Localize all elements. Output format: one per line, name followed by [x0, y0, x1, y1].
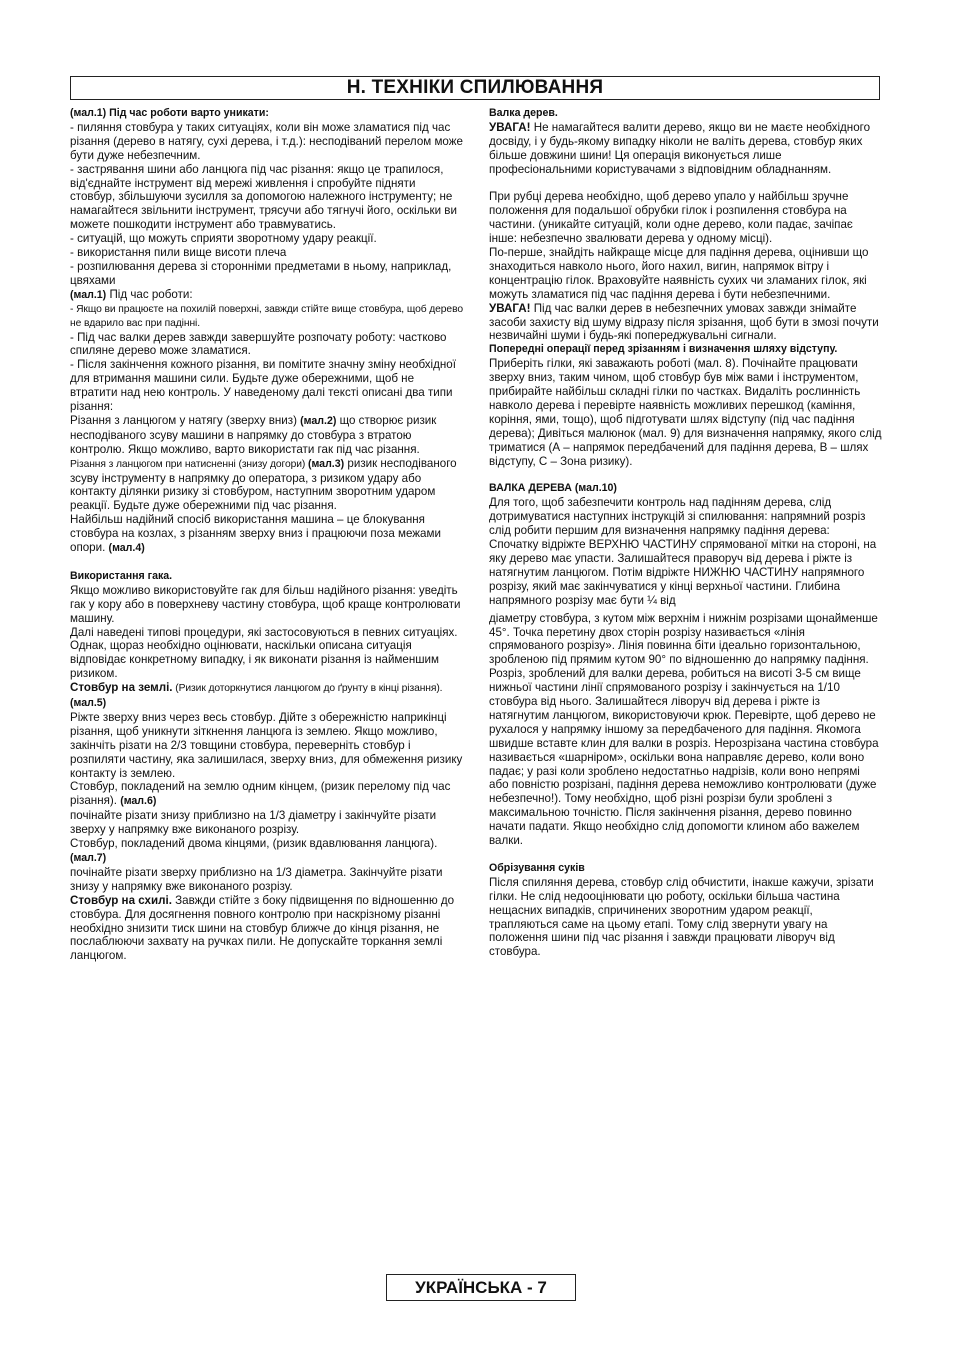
- paragraph: [489, 121, 882, 177]
- text-run: (Ризик доторкнутися ланцюгом до ґрунту в кінці різання).: [172, 683, 443, 695]
- text-run: Стовбур, покладений двома кінцями, (ризик вдавлювання ланцюга).: [70, 837, 438, 851]
- text-run: Не намагайтеся валити дерево, якщо ви не маєте необхідного досвіду, і у будь-якому випадку ніколи не валіть дерева, стовбур яких більше довжини шини! Ця операція виконується лише професіональними користувачами з відповідним обладнанням.: [489, 120, 871, 176]
- paragraph: [70, 681, 463, 711]
- paragraph: Ріжте зверху вниз через весь стовбур. Дійте з обережністю наприкінці різання, щоб уникнути зіткнення ланцюга із землею. Якщо можливо, закінчіть різати на 2/3 товщини стовбура, переверніть стовбур і розпиляти частину, яка залишилася, зверху вниз, для обмеження ризику контакту із землею.: [70, 710, 463, 780]
- figure-ref: (мал.5): [70, 697, 107, 710]
- figure-ref: (мал.7): [70, 852, 107, 865]
- paragraph: діаметру стовбура, з кутом між верхнім і нижнім розрізами щонайменше 45°. Точка перетину двох сторін розрізу називається «лінія спрямованого розрізу». Лінія повинна біти ідеально горизонтальною, зробленою під прямим кутом 90° по відношенню до напрямку падіння.: [489, 611, 878, 667]
- figure-ref: (мал.3): [307, 457, 345, 470]
- paragraph: Після спиляння дерева, стовбур слід обчистити, інакше кажучи, зрізати гілки. Не слід недооцінювати цю роботу, оскільки більша частина нещасних випадків, спричинених зворотним ударом реакції, трапляються саме на цьому етапі. Тому слід звернути увагу на положення шини під час різання і завжди працювати ліворуч від стовбура.: [489, 875, 874, 959]
- text-run: Різання з ланцюгом у натягу (зверху вниз): [70, 413, 301, 427]
- figure-ref: (мал.1): [70, 288, 107, 301]
- paragraph: [70, 513, 463, 556]
- paragraph: Для того, щоб забезпечити контроль над падінням дерева, слід дотримуватися наступних інструкцій зі спилювання: напрямний розріз слід робити першим для визначення напрямку падіння дерева: Спочатку відріжте ВЕРХНЮ ЧАСТИНУ спрямованої мітки на стороні, на яку дерево має упасти. Залишайтеся праворуч від дерева і ріжте із натягнутим ланцюгом. Потім відріжте НИЖНЮ ЧАСТИНУ напрямного розрізу, який має закінчуватися у кінці верхньої частини. Глибина напрямного розрізу має бути ¼ від: [489, 496, 877, 607]
- figure-ref: (мал.2): [300, 414, 337, 427]
- text-run: Під час валки дерев в небезпечних умовах завжди знімайте засоби захисту від шуму відразу після зрізання, щоб бути в змозі почути незвичайні шуми і будь-які попереджувальні сигнали.: [489, 301, 879, 343]
- subheading: (мал.1) Під час роботи варто уникати:: [70, 107, 269, 119]
- subheading: Попередні операції перед зрізанням і визначення шляху відступу.: [489, 343, 838, 356]
- subheading: Обрізування суків: [489, 861, 585, 874]
- paragraph: При рубці дерева необхідно, щоб дерево упало у найбільш зручне положення для подальшої обрубки гілок і розпилення стовбура на частини. (уникайте ситуацій, коли одне дерево, коли падає, зачіпає інше: небезпечно звалювати дерева у одному місці).: [489, 190, 853, 246]
- paragraph: - розпилювання дерева зі сторонніми предметами в ньому, наприклад, цвяхами: [70, 259, 452, 287]
- paragraph: [70, 837, 463, 866]
- figure-ref: (мал.6): [120, 795, 157, 808]
- paragraph: - використання пили вище висоти плеча: [70, 246, 287, 260]
- paragraph: - застрявання шини або ланцюга під час різання: якщо це трапилося, від'єднайте інструмент від мережі живлення і спробуйте підняти стовбур, збільшуючи зусилля за допомогою належного інструменту; не намагайтеся звільнити інструмент, трясучи або тягнучі його, оскільки ви можете пошкодити інструмент або травмуватись.: [70, 162, 457, 232]
- text-run: Завжди стійте з боку підвищення по відношенню до стовбура. Для досягнення повного контролю при наскрізному різанні необхідно знизити тиск шини на стовбур ближче до кінця різання, не послаблюючи захвату на ручках пили. Не допускайте торкання землі ланцюгом.: [70, 893, 455, 963]
- subheading: ВАЛКА ДЕРЕВА (мал.10): [489, 482, 617, 495]
- subheading: Валка дерев.: [489, 107, 558, 119]
- paragraph: [70, 414, 463, 457]
- paragraph: Далі наведені типові процедури, які застосовуються в певних ситуаціях. Однак, щораз необхідно оцінювати, наскільки описана ситуація відповідає конкретному випадку, і як виконати різання із найменшим ризиком.: [70, 625, 458, 681]
- section-title: Н. ТЕХНІКИ СПИЛЮВАННЯ: [70, 76, 880, 100]
- text-run: Найбільш надійний спосіб використання машина – це блокування стовбура на козлах, з різанням зверху вниз і працюючи поза межами опори.: [70, 513, 441, 555]
- subheading: Використання гака.: [70, 569, 173, 582]
- paragraph: - Після закінчення кожного різання, ви помітите значну зміну необхідної для втримання машини сили. Будьте дуже обережними, щоб не втратити над нею контроль. У наведеному далі тексті описані два типи різання:: [70, 358, 456, 414]
- page-footer-label: УКРАЇНСЬКА - 7: [386, 1274, 576, 1301]
- text-run: Під час роботи:: [106, 287, 193, 301]
- paragraph: почінайте різати зверху приблизно на 1/3 діаметра. Закінчуйте різати знизу у напрямку вже виконаного розрізу.: [70, 865, 443, 893]
- paragraph: [70, 288, 463, 303]
- paragraph: Приберіть гілки, які заважають роботі (мал. 8). Почінайте працювати зверху вниз, таким чином, щоб стовбур був між вами і інструментом, прибирайте найбільш складні гілки по частках. Видаліть рослинність навколо дерева і перевірте наявність можливих перешкод (каміння, коріння, ями, тощо), щоб підготувати шлях відступу (під час падіння дерева); Дивіться малюнок (мал. 9) для визначення напрямку, якого слід триматися (А – напрямок передбачений для падіння дерева, В – шлях відступу, С – Зона ризику).: [489, 357, 882, 468]
- paragraph: Розріз, зроблений для валки дерева, робиться на висоті 3-5 см вище нижньої частини лінії спрямованого розрізу і закінчується на 1/10 стовбура від нього. Залишайтеся ліворуч від дерева і ріжте із натягнутим ланцюгом, використовуючи крюк. Перевірте, щоб дерево не рухалося у напрямку іншому за передбаченого для падіння. Якомога швидше вставте клин для валки в розріз. Нерозрізана частина стовбура називається «шарніром», оскільки вона направляє дерево, коли воно падає; у разі коли зроблено недостатньо надрізів, коли воно непрямі або повністю розрізані, падіння дерева неможливо контролювати (дуже небезпечно!). Тому необхідно, щоб різні розрізи були зроблені з максимальною точністю. Після закінчення різання, дерево повинно начати падати. Якщо необхідно слід допомогти клином або важелем валки.: [489, 667, 879, 848]
- warning-label: УВАГА!: [489, 301, 531, 315]
- spacer: [489, 469, 882, 483]
- paragraph: [70, 457, 463, 514]
- right-column: [489, 107, 882, 959]
- text-run: Стовбур, покладений на землю одним кінцем, (ризик перелому під час різання).: [70, 780, 451, 808]
- paragraph: - Якщо ви працюєте на похилій поверхні, завжди стійте вище стовбура, щоб дерево не вдарило вас при падінні.: [70, 303, 463, 329]
- text-run: Різання з ланцюгом при натисненні (знизу догори): [70, 458, 308, 470]
- paragraph: - пиляння стовбура у таких ситуаціях, коли він може зламатися під час різання (дерево в натягу, сухі дерева, і т.д.): несподіваний перелом може бути дуже небезпечним.: [70, 120, 463, 162]
- paragraph: [489, 302, 882, 344]
- paragraph: почінайте різати знизу приблизно на 1/3 діаметру і закінчуйте різати зверху у напрямку вже виконаного розрізу.: [70, 809, 437, 837]
- paragraph: Якщо можливо використовуйте гак для більш надійного різання: уведіть гак у кору або в поверхневу частину стовбура, щоб краще контролювати машину.: [70, 583, 461, 625]
- figure-ref: (мал.4): [108, 542, 145, 555]
- spacer: [489, 177, 882, 191]
- text-run: що створює ризик несподіваного зсуву машини в напрямку до стовбура з втратою контролю. Якщо можливо, варто використати гак під час різання.: [70, 413, 437, 456]
- paragraph: [70, 780, 463, 809]
- paragraph: [70, 894, 463, 964]
- paragraph: По-перше, знайдіть найкраще місце для падіння дерева, оцінивши що знаходиться навколо нього, його нахил, вигин, напрямок вітру і концентрацію гілок. Враховуйте наявність сухих чи зламаних гілок, які можуть зламатися під час падіння дерева і бути небезпечними.: [489, 246, 869, 301]
- paragraph: - Під час валки дерев завжди завершуйте розпочату роботу: частково спиляне дерево може зламатися.: [70, 330, 447, 358]
- spacer: [70, 556, 463, 570]
- text-run: ризик несподіваного зсуву інструменту в напрямку до оператора, з ризиком удару або контакту ділянки ризику зі стовбуром, наступним зворотним ударом реакції. Будьте дуже обережними під час різання.: [70, 456, 457, 513]
- warning-label: УВАГА!: [489, 120, 531, 134]
- inline-heading: Стовбур на схилі.: [70, 893, 172, 907]
- left-column: [70, 107, 463, 963]
- paragraph: - ситуацій, що можуть сприяти зворотному удару реакції.: [70, 232, 377, 246]
- spacer: [489, 848, 882, 862]
- inline-heading: Стовбур на землі.: [70, 681, 173, 695]
